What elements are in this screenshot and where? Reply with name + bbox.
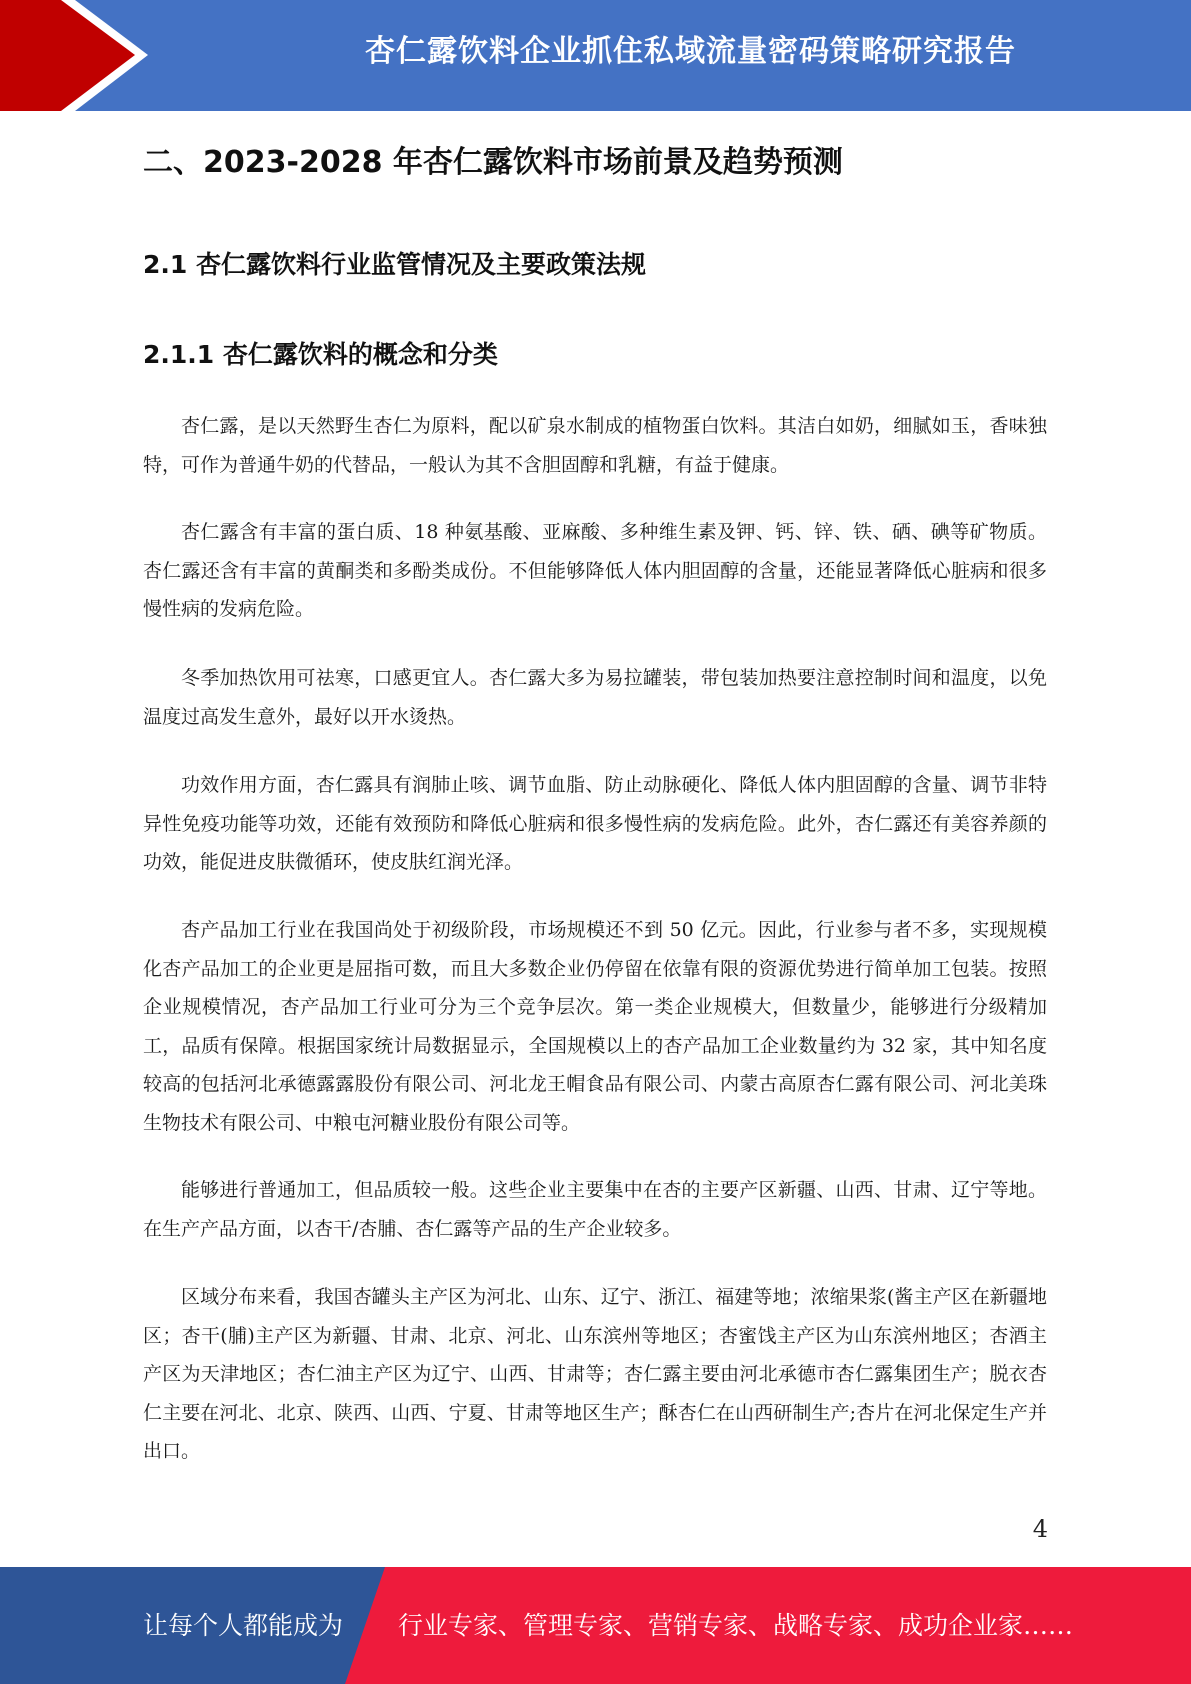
page-number: 4 [1032,1515,1048,1543]
section-heading: 二、2023-2028 年杏仁露饮料市场前景及趋势预测 [143,145,843,180]
paragraph: 功效作用方面，杏仁露具有润肺止咳、调节血脂、防止动脉硬化、降低人体内胆固醇的含量、调节非特异性免疫功能等功效，还能有效预防和降低心脏病和很多慢性病的发病危险。此外，杏仁露还有美容养颜的功效，能促进皮肤微循环，使皮肤红润光泽。 [143,774,1047,873]
report-title: 杏仁露饮料企业抓住私域流量密码策略研究报告 [365,34,1016,69]
paragraph: 区域分布来看，我国杏罐头主产区为河北、山东、辽宁、浙江、福建等地；浓缩果浆(酱主产区在新疆地区；杏干(脯)主产区为新疆、甘肃、北京、河北、山东滨州等地区；杏蜜饯主产区为山东滨州地区；杏酒主产区为天津地区；杏仁油主产区为辽宁、山西、甘肃等；杏仁露主要由河北承德市杏仁露集团生产；脱衣杏仁主要在河北、北京、陕西、山西、宁夏、甘肃等地区生产；酥杏仁在山西研制生产;杏片在河北保定生产并出口。 [143,1286,1047,1462]
paragraph: 冬季加热饮用可祛寒，口感更宜人。杏仁露大多为易拉罐装，带包装加热要注意控制时间和温度，以免温度过高发生意外，最好以开水烫热。 [143,667,1047,728]
paragraph: 杏产品加工行业在我国尚处于初级阶段，市场规模还不到 50 亿元。因此，行业参与者不多，实现规模化杏产品加工的企业更是屈指可数，而且大多数企业仍停留在依靠有限的资源优势进行简单加工包装。按照企业规模情况，杏产品加工行业可分为三个竞争层次。第一类企业规模大，但数量少，能够进行分级精加工，品质有保障。根据国家统计局数据显示，全国规模以上的杏产品加工企业数量约为 32 家，其中知名度较高的包括河北承德露露股份有限公司、河北龙王帽食品有限公司、内蒙古高原杏仁露有限公司、河北美珠生物技术有限公司、中粮屯河糖业股份有限公司等。 [143,919,1047,1134]
paragraph: 杏仁露，是以天然野生杏仁为原料，配以矿泉水制成的植物蛋白饮料。其洁白如奶，细腻如玉，香味独特，可作为普通牛奶的代替品，一般认为其不含胆固醇和乳糖，有益于健康。 [143,415,1047,476]
paragraph: 杏仁露含有丰富的蛋白质、18 种氨基酸、亚麻酸、多种维生素及钾、钙、锌、铁、硒、碘等矿物质。杏仁露还含有丰富的黄酮类和多酚类成份。不但能够降低人体内胆固醇的含量，还能显著降低心脏病和很多慢性病的发病危险。 [143,521,1047,620]
subsubsection-heading: 2.1.1 杏仁露饮料的概念和分类 [143,340,498,369]
header-banner [0,0,1191,111]
chevron-arrow-icon [0,0,160,111]
footer-slogan-right: 行业专家、管理专家、营销专家、战略专家、成功企业家…… [398,1611,1074,1640]
paragraph: 能够进行普通加工，但品质较一般。这些企业主要集中在杏的主要产区新疆、山西、甘肃、辽宁等地。在生产产品方面，以杏干/杏脯、杏仁露等产品的生产企业较多。 [143,1179,1047,1240]
footer-slogan-left: 让每个人都能成为 [143,1611,344,1640]
subsection-heading: 2.1 杏仁露饮料行业监管情况及主要政策法规 [143,250,646,279]
footer-banner [0,1567,1191,1684]
